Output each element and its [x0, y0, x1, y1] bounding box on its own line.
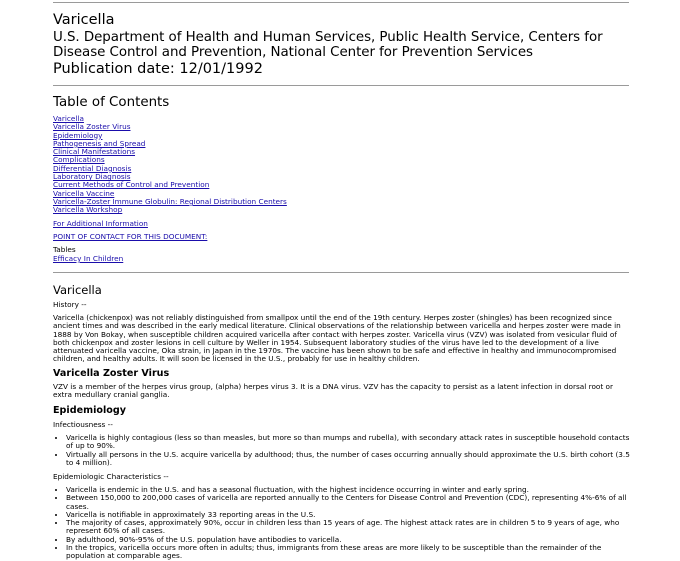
header-divider	[53, 85, 629, 86]
top-divider	[53, 2, 629, 3]
toc-link-complications[interactable]: Complications	[53, 155, 105, 165]
toc-link-laboratory-diagnosis[interactable]: Laboratory Diagnosis	[53, 172, 131, 182]
list-item: • By adulthood, 90%-95% of the U.S. population have antibodies to varicella.	[66, 536, 632, 544]
history-label: History --	[53, 300, 87, 309]
toc-link-immune-globulin[interactable]: Varicella-Zoster Immune Globulin: Regional Distribution Centers	[53, 196, 287, 206]
toc-link-pathogenesis[interactable]: Pathogenesis and Spread	[53, 138, 146, 148]
list-item: • Varicella is highly contagious (less so than measles, but more so than mumps and rubella), with secondary attack rates in susceptible household contacts of up to 90%.	[66, 434, 632, 451]
list-item: • Virtually all persons in the U.S. acquire varicella by adulthood; thus, the number of cases occurring annually should approximate the U.S. birth cohort (3.5 to 4 million).	[66, 451, 632, 468]
list-item: • The majority of cases, approximately 90%, occur in children less than 15 years of age. The highest attack rates are in children 5 to 9 years of age, who represent 60% of all cases.	[66, 519, 632, 536]
toc-heading: Table of Contents	[53, 95, 170, 110]
document-title: Varicella	[53, 12, 115, 28]
toc-divider	[53, 272, 629, 273]
toc-link-varicella-zoster-virus[interactable]: Varicella Zoster Virus	[53, 122, 131, 132]
list-item: • Between 150,000 to 200,000 cases of varicella are reported annually to the Centers for Disease Control and Prevention (CDC), representing 4%-6% of all cases.	[66, 494, 632, 511]
point-of-contact-link[interactable]: POINT OF CONTACT FOR THIS DOCUMENT:	[53, 232, 208, 241]
publishing-organization: U.S. Department of Health and Human Services, Public Health Service, Centers for Disease Control and Prevention, National Center for Prevention Services	[53, 30, 603, 60]
efficacy-in-children-link[interactable]: Efficacy In Children	[53, 254, 124, 263]
tables-label: Tables	[53, 245, 76, 254]
toc-link-clinical-manifestations[interactable]: Clinical Manifestations	[53, 147, 136, 157]
toc-link-varicella-vaccine[interactable]: Varicella Vaccine	[53, 188, 115, 198]
epidemiologic-characteristics-list	[53, 486, 632, 561]
toc-link-varicella-workshop[interactable]: Varicella Workshop	[53, 205, 123, 215]
list-item: • Varicella is notifiable in approximately 33 reporting areas in the U.S.	[66, 511, 632, 519]
additional-info-link[interactable]: For Additional Information	[53, 219, 148, 228]
toc-link-epidemiology[interactable]: Epidemiology	[53, 130, 103, 140]
list-item: • In the tropics, varicella occurs more often in adults; thus, immigrants from these areas are more likely to be susceptible than the remainder of the population at comparable ages.	[66, 544, 632, 561]
epidemiology-heading: Epidemiology	[53, 405, 126, 416]
section-title: Varicella	[53, 283, 102, 297]
vzv-paragraph: VZV is a member of the herpes virus group, (alpha) herpes virus 3. It is a DNA virus. VZV has the capacity to persist as a latent infection in dorsal root or extra medullary cranial ganglia.	[53, 382, 614, 400]
publication-date: Publication date: 12/01/1992	[53, 61, 263, 77]
history-paragraph: Varicella (chickenpox) was not reliably distinguished from smallpox until the end of the 19th century. Herpes zoster (shingles) has been recognized since ancient times and was described in the early medical literature. Clinical observations of the relationship between varicella and herpes zoster were made in 1888 by Von Bokay, when susceptible children acquired varicella after contact with herpes zoster. Varicella virus (VZV) was isolated from vesicular fluid of both chickenpox and zoster lesions in cell culture by Weller in 1954. Subsequent laboratory studies of the virus have led to the development of a live attenuated varicella vaccine, Oka strain, in Japan in the 1970s. The vaccine has been shown to be safe and effective in healthy and immunocompromised children, and healthy adults. It will soon be licensed in the U.S., probably for use in healthy children.	[53, 313, 621, 364]
vzv-heading: Varicella Zoster Virus	[53, 368, 170, 379]
toc-link-differential-diagnosis[interactable]: Differential Diagnosis	[53, 163, 132, 173]
list-item: • Varicella is endemic in the U.S. and has a seasonal fluctuation, with the highest incidence occurring in winter and early spring.	[66, 486, 632, 494]
infectiousness-list	[53, 434, 632, 467]
toc-link-control-prevention[interactable]: Current Methods of Control and Prevention	[53, 180, 210, 190]
toc-list	[53, 115, 287, 215]
infectiousness-label: Infectiousness --	[53, 420, 113, 429]
toc-link-varicella[interactable]: Varicella	[53, 114, 84, 123]
epidemiologic-characteristics-label: Epidemiologic Characteristics --	[53, 472, 169, 481]
